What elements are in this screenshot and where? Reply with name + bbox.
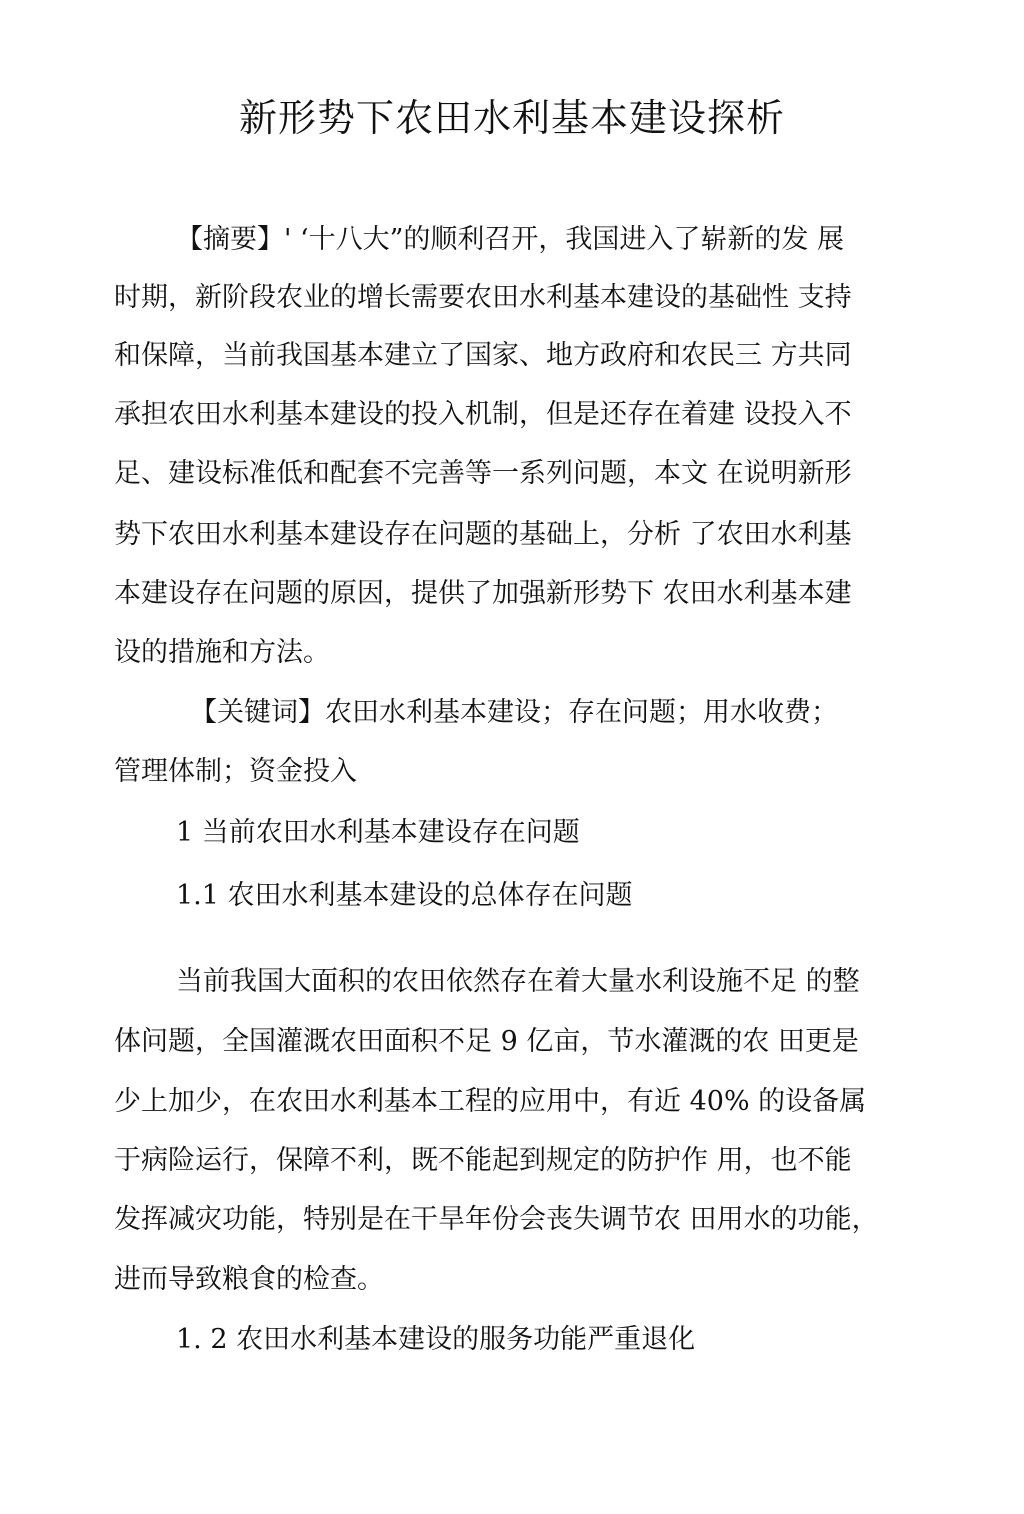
abstract-line: 【摘要】' ‘十八大”的顺利召开，我国进入了崭新的发 展 — [176, 224, 844, 255]
abstract-line: 势下农田水利基本建设存在问题的基础上，分析 了农田水利基 — [114, 519, 852, 550]
abstract-line: 承担农田水利基本建设的投入机制，但是还存在着建 设投入不 — [114, 399, 852, 430]
keywords-line: 【关键词】农田水利基本建设；存在问题；用水收费； — [190, 697, 838, 728]
subsection-heading: 1. 2 农田水利基本建设的服务功能严重退化 — [176, 1324, 696, 1355]
subsection-heading: 1.1 农田水利基本建设的总体存在问题 — [176, 880, 633, 911]
abstract-line: 时期，新阶段农业的增长需要农田水利基本建设的基础性 支持 — [114, 282, 852, 313]
paragraph-line: 进而导致粮食的检查。 — [114, 1264, 384, 1295]
section-heading: 1 当前农田水利基本建设存在问题 — [176, 817, 580, 848]
paragraph-line: 少上加少，在农田水利基本工程的应用中，有近 40% 的设备属 — [114, 1086, 867, 1117]
document-title: 新形势下农田水利基本建设探析 — [238, 96, 785, 140]
abstract-line: 和保障，当前我国基本建立了国家、地方政府和农民三 方共同 — [114, 340, 852, 371]
keywords-line: 管理体制；资金投入 — [114, 756, 357, 787]
abstract-line: 设的措施和方法。 — [114, 637, 330, 668]
paragraph-line: 当前我国大面积的农田依然存在着大量水利设施不足 的整 — [176, 966, 860, 997]
abstract-line: 足、建设标准低和配套不完善等一系列问题，本文 在说明新形 — [114, 458, 852, 489]
paragraph-line: 发挥减灾功能，特别是在干旱年份会丧失调节农 田用水的功能， — [114, 1204, 879, 1235]
paragraph-line: 体问题，全国灌溉农田面积不足 9 亿亩，节水灌溉的农 田更是 — [114, 1026, 859, 1057]
paragraph-line: 于病险运行，保障不利，既不能起到规定的防护作 用，也不能 — [114, 1145, 852, 1176]
abstract-line: 本建设存在问题的原因，提供了加强新形势下 农田水利基本建 — [114, 578, 852, 609]
